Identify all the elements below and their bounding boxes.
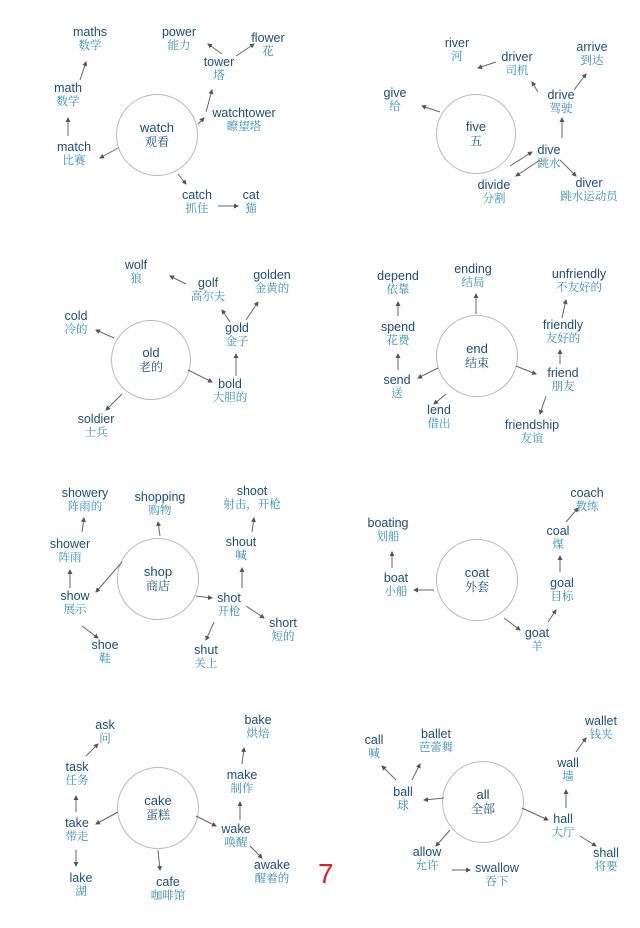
word-shower: shower 阵雨 <box>49 537 91 564</box>
word-golden: golden 金黄的 <box>253 268 291 295</box>
word-spend: spend 花费 <box>380 320 416 347</box>
word-boating: boating 划船 <box>367 516 409 543</box>
word-shall: shall 将要 <box>593 846 619 873</box>
hub-word: end <box>466 341 488 356</box>
word-river: river 河 <box>444 36 470 63</box>
word-take: take 带走 <box>65 816 89 843</box>
word-dive: dive 跳水 <box>537 143 561 170</box>
hub-word: five <box>465 119 487 134</box>
word-send: send 送 <box>383 373 411 400</box>
word-awake: awake 醒着的 <box>253 858 291 885</box>
hub-word: cake <box>144 793 172 808</box>
word-cafe: cafe 咖啡馆 <box>150 875 186 902</box>
hub-word: shop <box>143 564 173 579</box>
hub-word: old <box>142 345 160 360</box>
word-goat: goat 羊 <box>524 626 550 653</box>
word-cat: cat 猫 <box>242 188 260 215</box>
word-bold: bold 大胆的 <box>212 377 248 404</box>
word-watchtower: watchtower 瞭望塔 <box>212 106 276 133</box>
word-drive: drive 驾驶 <box>547 88 575 115</box>
word-ballet: ballet 芭蕾舞 <box>418 727 454 754</box>
word-tower: tower 塔 <box>203 55 235 82</box>
hub-translation: 全部 <box>470 802 495 816</box>
hub-coat <box>436 539 518 621</box>
word-allow: allow 允许 <box>412 845 442 872</box>
word-match: match 比赛 <box>56 140 92 167</box>
word-wallet: wallet 钱夹 <box>585 714 617 741</box>
word-give: give 给 <box>383 86 407 113</box>
word-wake: wake 唤醒 <box>221 822 251 849</box>
word-make: make 制作 <box>226 768 258 795</box>
word-wolf: wolf 狼 <box>124 258 148 285</box>
word-wall: wall 墙 <box>557 756 579 783</box>
hub-translation: 结束 <box>464 356 489 370</box>
word-depend: depend 依靠 <box>377 269 419 296</box>
hub-shop <box>117 538 199 620</box>
word-showery: showery 阵雨的 <box>61 486 109 513</box>
word-coach: coach 教练 <box>570 486 604 513</box>
word-short: short 短的 <box>269 616 297 643</box>
word-swallow: swallow 吞下 <box>475 861 519 888</box>
word-golf: golf 高尔夫 <box>190 276 226 303</box>
word-ending: ending 结局 <box>454 262 492 289</box>
hub-word: all <box>476 787 490 802</box>
hub-end <box>436 315 518 397</box>
word-friend: friend 朋友 <box>547 366 579 393</box>
word-lake: lake 湖 <box>69 871 93 898</box>
word-shot: shot 开枪 <box>217 591 241 618</box>
hub-all <box>442 761 524 843</box>
word-diver: diver 跳水运动员 <box>560 176 618 203</box>
word-ball: ball 球 <box>393 785 413 812</box>
hub-translation: 蛋糕 <box>145 808 170 822</box>
hub-cake <box>117 767 199 849</box>
word-shout: shout 喊 <box>225 535 257 562</box>
word-flower: flower 花 <box>251 31 285 58</box>
word-hall: hall 大厅 <box>551 812 575 839</box>
word-math: math 数学 <box>54 81 82 108</box>
word-call: call 喊 <box>364 733 384 760</box>
word-divide: divide 分割 <box>477 178 511 205</box>
hub-word: coat <box>464 565 490 580</box>
word-unfriendly: unfriendly 不友好的 <box>551 267 607 294</box>
word-shopping: shopping 购物 <box>134 490 186 517</box>
hub-translation: 观看 <box>144 135 169 149</box>
word-soldier: soldier 士兵 <box>77 412 115 439</box>
word-lend: lend 借出 <box>427 403 451 430</box>
word-friendly: friendly 友好的 <box>542 318 584 345</box>
word-power: power 能力 <box>161 25 197 52</box>
word-shoe: shoe 鞋 <box>91 638 119 665</box>
page-number: 7 <box>318 858 334 889</box>
word-goal: goal 目标 <box>550 576 574 603</box>
word-arrive: arrive 到达 <box>576 40 608 67</box>
hub-old <box>111 320 191 400</box>
word-boat: boat 小船 <box>383 571 409 598</box>
word-maths: maths 数学 <box>72 25 108 52</box>
hub-word: watch <box>140 120 174 135</box>
word-ask: ask 问 <box>95 718 115 745</box>
word-task: task 任务 <box>65 760 89 787</box>
hub-translation: 外套 <box>464 580 489 594</box>
hub-five <box>436 94 516 174</box>
word-friendship: friendship 友谊 <box>504 418 560 445</box>
word-gold: gold 金子 <box>225 321 249 348</box>
word-catch: catch 抓住 <box>182 188 212 215</box>
hub-translation: 老的 <box>138 360 163 374</box>
word-cold: cold 冷的 <box>64 309 88 336</box>
hub-translation: 五 <box>469 134 482 148</box>
hub-translation: 商店 <box>145 579 170 593</box>
hub-watch <box>116 94 198 176</box>
word-coal: coal 煤 <box>546 524 570 551</box>
word-shoot: shoot 射击，开枪 <box>223 484 281 511</box>
word-shut: shut 关上 <box>194 643 218 670</box>
word-bake: bake 烘焙 <box>244 713 272 740</box>
word-driver: driver 司机 <box>501 50 533 77</box>
word-show: show 展示 <box>60 589 90 616</box>
